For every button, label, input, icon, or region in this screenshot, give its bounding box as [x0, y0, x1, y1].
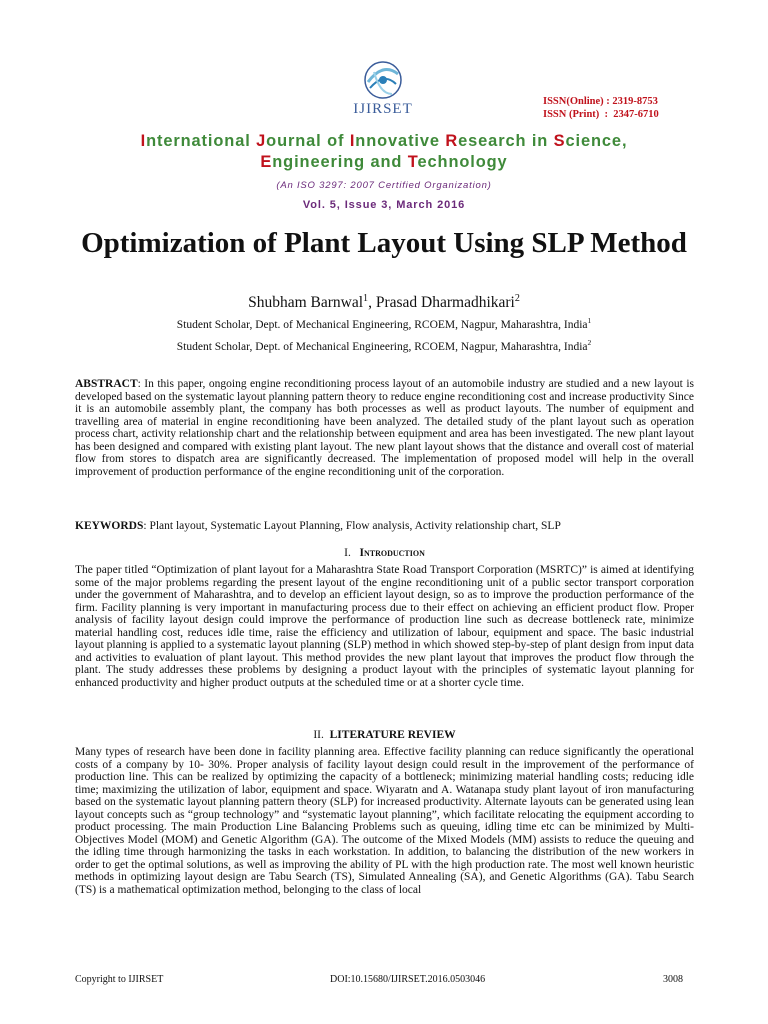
journal-initial: J — [256, 132, 267, 150]
section-2-number: II. — [313, 729, 324, 741]
section-1-number: I. — [344, 547, 351, 559]
section-heading-introduction — [75, 547, 694, 559]
keywords-text: : Plant layout, Systematic Layout Planning, Flow analysis, Activity relationship chart, SLP — [143, 520, 561, 532]
journal-initial: I — [349, 132, 356, 150]
journal-name — [60, 131, 708, 173]
keywords — [75, 520, 694, 533]
abstract-text: : In this paper, ongoing engine reconditioning process layout of an automobile industry are studied and a new layout is developed based on the systematic layout planning pattern theory to reduce engine reconditioning cost and increase productivity Since it is an automobile assembly plant, the company has both processes as well as product layouts. The number of equipment and travelling area of material in engine reconditioning have been analyzed. The detailed study of the plant layout such as operation process chart, activity relationship chart and the relationship between equipment and area has been investigated. The new plant layout has been designed and compared with existing plant layout. The new plant layout shows that the distance and overall cost of material flow from stores to dispatch area are significantly decreased. The implementation of proposed model will help in the overall improvement of production performance of the engine reconditioning unit of the corporation. — [75, 378, 694, 478]
footer-page-number: 3008 — [663, 974, 683, 985]
section-heading-literature-review — [75, 729, 694, 741]
footer-copyright: Copyright to IJIRSET — [75, 974, 164, 985]
journal-word: ngineering and — [272, 153, 408, 171]
journal-word: cience, — [565, 132, 628, 150]
journal-initial: I — [140, 132, 147, 150]
affiliation-1 — [60, 316, 708, 331]
literature-review-text: Many types of research have been done in facility planning area. Effective facility planning can reduce significantly the operational costs of a company by 10- 30%. Proper analysis of facility layout design could result in the improvement of the performance of production line. This can be realized by optimizing the capacity of a bottleneck; minimizing material handling costs; reducing idle time; maximizing the utilization of labor, equipment and space. Wiyaratn and A. Watanapa study plant layout of iron manufacturing based on the systematic layout planning pattern theory (SLP) for increased productivity. Alternate layouts can be generated using lean layout concepts such as “group technology” and “systematic layout planning”, which facilitate relocating the equipment according to product processing. The main Production Line Balancing Problems such as queuing, idling time etc can be minimized by Multi-Objectives Model (MOM) and Genetic Algorithm (GA). The outcome of the Mixed Models (MM) assists to reduce the queuing and the idling time through harmonizing the tasks in each workstation. In addition, to balancing the distribution of the new workers in order to get the optimal solutions, as well as improving the ability of PL with the high production rate. The most well known heuristic methods in optimizing layout design are Tabu Search (TS), Simulated Annealing (SA), and Genetic Algorithms (GA). Tabu Search (TS) is a mathematical optimization method, belonging to the class of local — [75, 746, 694, 896]
keywords-label: KEYWORDS — [75, 520, 144, 532]
journal-word: echnology — [417, 153, 508, 171]
author-1: Shubham Barnwal — [248, 294, 364, 311]
affiliation-2-text: Student Scholar, Dept. of Mechanical Engineering, RCOEM, Nagpur, Maharashtra, India — [176, 341, 588, 353]
abstract-label: ABSTRACT — [75, 378, 138, 390]
author-2-sup: 2 — [514, 292, 520, 304]
authors — [60, 294, 708, 312]
affiliation-2-sup: 2 — [587, 338, 592, 348]
journal-word: esearch in — [458, 132, 554, 150]
footer-doi: DOI:10.15680/IJIRSET.2016.0503046 — [330, 974, 486, 985]
volume-issue: Vol. 5, Issue 3, March 2016 — [302, 199, 466, 211]
journal-initial: T — [407, 153, 418, 171]
introduction-text: The paper titled “Optimization of plant layout for a Maharashtra State Road Transport Corporation (MSRTC)” is aimed at identifying some of the major problems regarding the present layout of the engine reconditioning unit of a public sector transport corporation under the government of Maharashtra, and to develop an efficient layout design, so as to improve the production performance of the firm. Facility planning is very important in manufacturing process due to their effect on achieving an efficient product flow. Proper analysis of facility layout design could improve the performance of production line such as decrease bottleneck rate, minimize material handling cost, reduces idle time, raise the efficiency and utilization of labour, equipment and space. The basic industrial layout planning is applied to a systematic layout planning (SLP) method in which showed step-by-step of plant design from input data and activities to evaluation of plant layout. This method provides the new plant layout that improves the product flow through the plant. The study addresses these problems by designing a product layout with the principles of systematic layout planning for enhanced productivity and higher product outputs at the scheduled time or at a shorter cycle time. — [75, 564, 694, 689]
certification-note: (An ISO 3297: 2007 Certified Organization) — [276, 180, 492, 191]
issn-block — [543, 95, 659, 121]
journal-initial: E — [260, 153, 273, 171]
affiliation-1-sup: 1 — [587, 316, 592, 326]
paper-title: Optimization of Plant Layout Using SLP Method — [81, 227, 687, 259]
journal-word: nternational — [146, 132, 257, 150]
issn-online: ISSN(Online) : 2319-8753 — [543, 96, 658, 107]
journal-name-line2 — [60, 152, 708, 173]
section-1-title: Introduction — [359, 547, 425, 559]
affiliation-1-text: Student Scholar, Dept. of Mechanical Engineering, RCOEM, Nagpur, Maharashtra, India — [176, 319, 588, 331]
journal-word: ournal of — [266, 132, 350, 150]
issn-print: ISSN (Print) : 2347-6710 — [543, 109, 659, 120]
journal-initial: S — [553, 132, 566, 150]
journal-initial: R — [445, 132, 459, 150]
section-2-title: LITERATURE REVIEW — [329, 729, 456, 741]
journal-name-line1 — [60, 131, 708, 152]
globe-logo-icon — [340, 54, 426, 104]
journal-word: nnovative — [355, 132, 446, 150]
author-2: Prasad Dharmadhikari — [375, 294, 515, 311]
affiliation-2 — [60, 338, 708, 353]
logo-text: IJIRSET — [353, 101, 413, 117]
author-separator: , — [368, 294, 376, 311]
author-1-sup: 1 — [363, 292, 369, 304]
abstract — [75, 378, 694, 478]
